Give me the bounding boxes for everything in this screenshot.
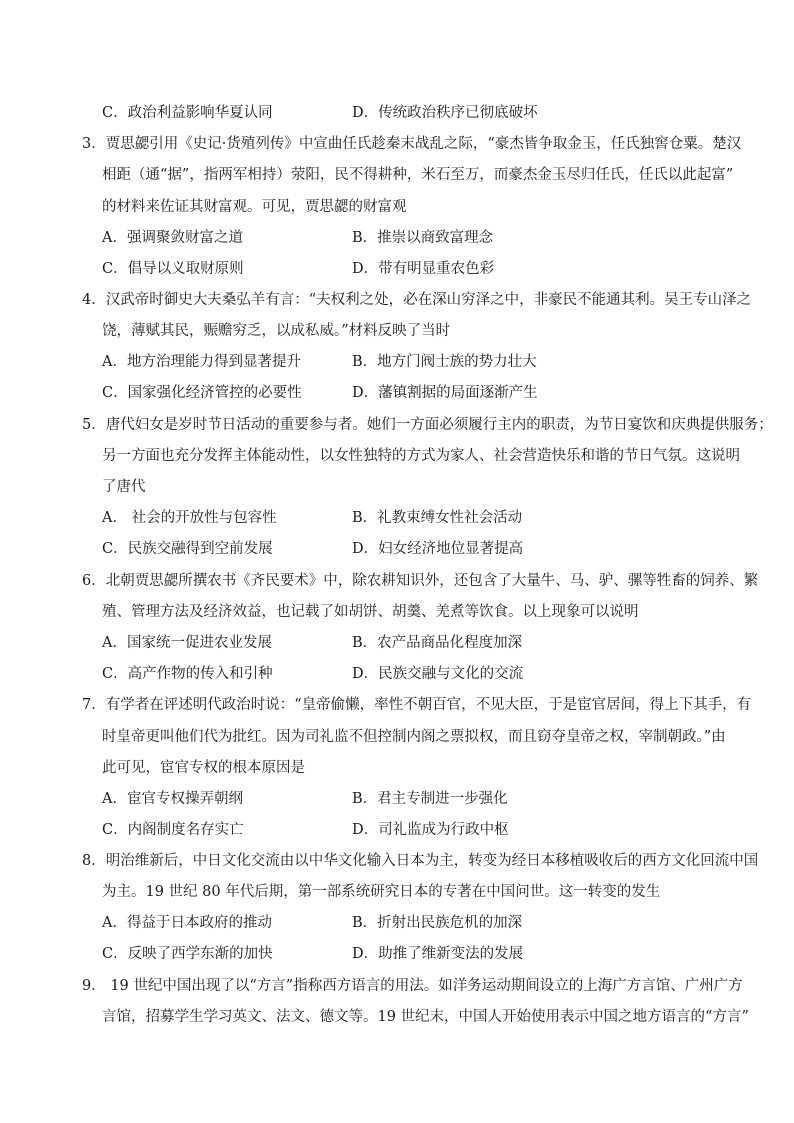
q9-stem-line-2: 言馆，招募学生学习英文、法文、德文等。19 世纪末，中国人开始使用表示中国之地方语言的“方言” — [102, 1009, 749, 1025]
q6-option-d: D．民族交融与文化的交流 — [352, 666, 524, 682]
q3-option-a: A．强调聚敛财富之道 — [102, 230, 243, 246]
q4-option-c: C．国家强化经济管控的必要性 — [102, 385, 302, 401]
q4-stem-line-2: 饶，薄赋其民，赈赡穷乏，以成私威。”材料反映了当时 — [102, 323, 451, 339]
q7-stem-line-2: 时皇帝更叫他们代为批红。因为司礼监不但控制内阁之票拟权，而且窃夺皇帝之权，宰制朝政。”由 — [102, 729, 726, 745]
q8-option-d: D．助推了维新变法的发展 — [352, 946, 524, 962]
q5-stem-line-1: 5．唐代妇女是岁时节日活动的重要参与者。她们一方面必须履行主内的职责，为节日宴饮和庆典提供服务； — [82, 417, 773, 433]
q5-option-b: B．礼教束缚女性社会活动 — [352, 510, 523, 526]
q8-stem-line-2: 为主。19 世纪 80 年代后期，第一部系统研究日本的专著在中国问世。这一转变的发生 — [102, 884, 661, 900]
q2-option-d: D．传统政治秩序已彻底破坏 — [352, 105, 538, 121]
q7-option-d: D．司礼监成为行政中枢 — [352, 822, 509, 838]
q3-stem-line-2: 相距（通“据”，指两军相持）荥阳，民不得耕种，米石至万，而豪杰金玉尽归任氏，任氏以此起富” — [102, 167, 734, 183]
q5-option-c: C．民族交融得到空前发展 — [102, 541, 273, 557]
q9-stem-line-1: 9． 19 世纪中国出现了以“方言”指称西方语言的用法。如洋务运动期间设立的上海广方言馆、广州广方 — [82, 978, 743, 994]
q3-option-c: C．倡导以义取财原则 — [102, 261, 244, 277]
q3-option-b: B．推崇以商致富理念 — [352, 230, 494, 246]
q6-option-b: B．农产品商品化程度加深 — [352, 635, 523, 651]
q4-option-d: D．藩镇割据的局面逐渐产生 — [352, 385, 538, 401]
q6-stem-line-2: 殖、管理方法及经济效益，也记载了如胡饼、胡羹、羌煮等饮食。以上现象可以说明 — [102, 604, 639, 620]
q7-stem-line-3: 此可见，宦官专权的根本原因是 — [102, 760, 305, 776]
q7-option-b: B．君主专制进一步强化 — [352, 791, 508, 807]
q3-stem-line-3: 的材料来佐证其财富观。可见，贾思勰的财富观 — [102, 199, 407, 215]
q5-option-a: A． 社会的开放性与包容性 — [102, 510, 277, 526]
q7-option-a: A．宦官专权操弄朝纲 — [102, 791, 243, 807]
q4-option-a: A．地方治理能力得到显著提升 — [102, 354, 301, 370]
q4-option-b: B．地方门阀士族的势力壮大 — [352, 354, 537, 370]
q2-option-c: C．政治利益影响华夏认同 — [102, 105, 273, 121]
q7-stem-line-1: 7．有学者在评述明代政治时说：“皇帝偷懒，率性不朝百官，不见大臣，于是宦官居间，得上下其手，有 — [82, 697, 752, 713]
q3-option-d: D．带有明显重农色彩 — [352, 261, 495, 277]
q3-stem-line-1: 3．贾思勰引用《史记·货殖列传》中宣曲任氏趁秦末战乱之际，“豪杰皆争取金玉，任氏独窖仓粟。楚汉 — [82, 136, 742, 152]
q6-option-c: C．高产作物的传入和引种 — [102, 666, 273, 682]
q6-option-a: A．国家统一促进农业发展 — [102, 635, 272, 651]
q4-stem-line-1: 4．汉武帝时御史大夫桑弘羊有言：“夫权利之处，必在深山穷泽之中，非豪民不能通其利。吴王专山泽之 — [82, 292, 752, 308]
q8-option-c: C．反映了西学东渐的加快 — [102, 946, 273, 962]
q8-option-a: A．得益于日本政府的推动 — [102, 915, 272, 931]
q6-stem-line-1: 6．北朝贾思勰所撰农书《齐民要术》中，除农耕知识外，还包含了大量牛、马、驴、骡等牲畜的饲养、繁 — [82, 573, 759, 589]
q8-stem-line-1: 8．明治维新后，中日文化交流由以中华文化输入日本为主，转变为经日本移植吸收后的西方文化回流中国 — [82, 853, 759, 869]
q7-option-c: C．内阁制度名存实亡 — [102, 822, 244, 838]
q5-stem-line-2: 另一方面也充分发挥主体能动性，以女性独特的方式为家人、社会营造快乐和谐的节日气氛。这说明 — [102, 448, 740, 464]
q5-stem-line-3: 了唐代 — [102, 479, 146, 495]
q8-option-b: B．折射出民族危机的加深 — [352, 915, 523, 931]
q5-option-d: D．妇女经济地位显著提高 — [352, 541, 524, 557]
